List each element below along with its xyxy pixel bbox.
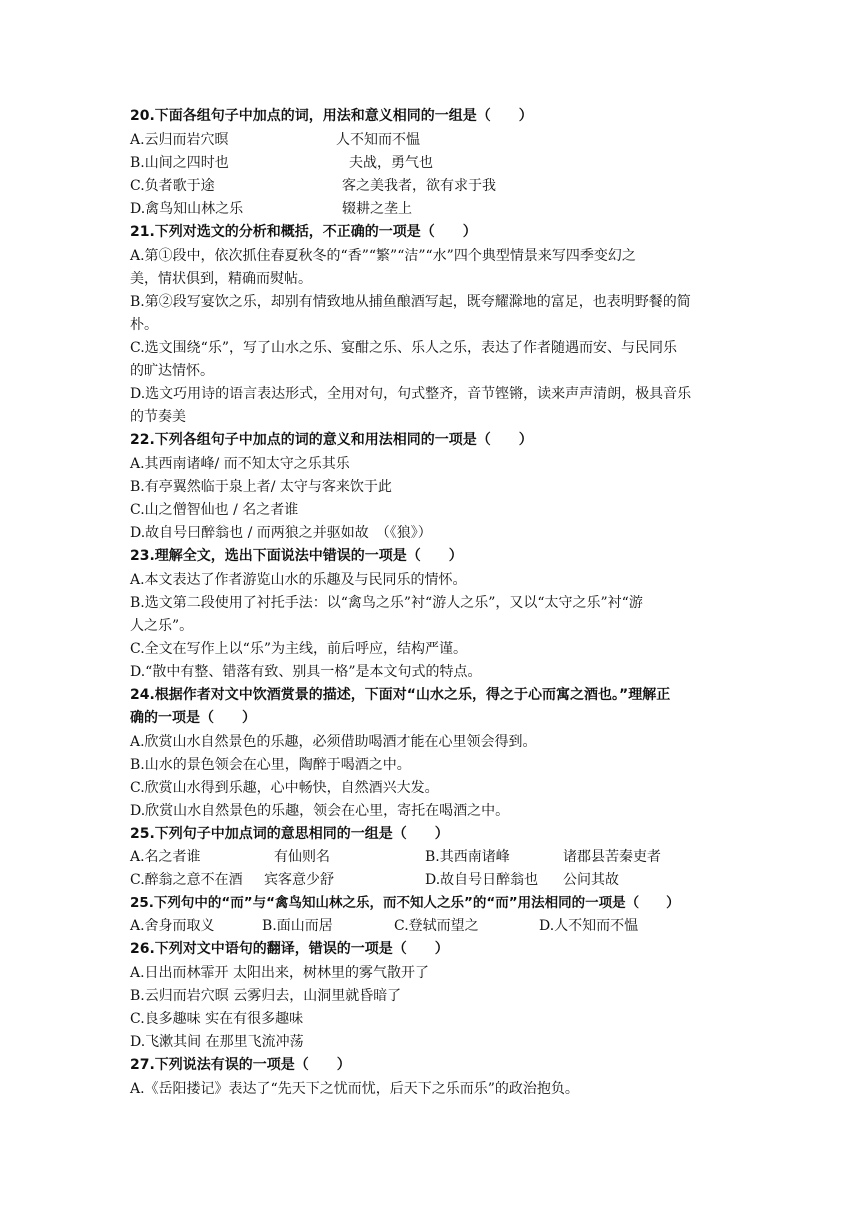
q21-option-c: C.选文围绕“乐”，写了山水之乐、宴酣之乐、乐人之乐，表达了作者随遇而安、与民同乐 <box>130 340 677 356</box>
q25a-option-a-pair: 有仙则名 <box>274 849 330 865</box>
q22-option-b: B.有亭翼然临于泉上者/ 太守与客来饮于此 <box>130 479 392 495</box>
q25a-option-c-pair: 宾客意少舒 <box>264 872 334 888</box>
q26-option-c: C.良多趣味 实在有很多趣味 <box>130 1011 304 1027</box>
q20-option-b: B.山间之四时也 <box>130 155 229 171</box>
q21-stem: 21.下列对选文的分析和概括，不正确的一项是（ ） <box>130 224 477 240</box>
q25a-option-d-pair: 公问其故 <box>563 872 619 888</box>
q23-stem: 23.理解全文，选出下面说法中错误的一项是（ ） <box>130 548 463 564</box>
q27-option-a: A.《岳阳搂记》表达了“先天下之忧而忧，后天下之乐而乐”的政治抱负。 <box>130 1081 579 1097</box>
q25a-option-d: D.故自号日醉翁也 <box>425 872 539 888</box>
q24-stem: 24.根据作者对文中饮酒赏景的描述，下面对“山水之乐，得之于心而寓之酒也。”理解正 <box>130 687 671 703</box>
q20-option-c-pair: 客之美我者，欲有求于我 <box>342 178 496 194</box>
q24-option-c: C.欣赏山水得到乐趣，心中畅快，自然酒兴大发。 <box>130 780 439 796</box>
q25b-option-c: C.登轼而望之 <box>394 918 479 934</box>
q24-option-b: B.山水的景色领会在心里，陶醉于喝酒之中。 <box>130 757 411 773</box>
q26-option-a: A.日出而林霏开 太阳出来，树林里的雾气散开了 <box>130 965 430 981</box>
q25b-option-a: A.舍身而取义 <box>130 918 215 934</box>
q25a-stem: 25.下列句子中加点词的意思相同的一组是（ ） <box>130 826 449 842</box>
q21-option-b: B.第②段写宴饮之乐，却别有情致地从捕鱼酿酒写起，既夸耀滁地的富足，也表明野餐的简 <box>130 294 691 310</box>
q25b-stem: 25.下列句中的“而”与“禽鸟知山林之乐，而不知人之乐”的“而”用法相同的一项是（ ） <box>130 895 680 911</box>
q20-option-c: C.负者歌于途 <box>130 178 215 194</box>
q27-stem: 27.下列说法有误的一项是（ ） <box>130 1057 351 1073</box>
q25b-option-b: B.面山而居 <box>262 918 333 934</box>
q24-option-d: D.欣赏山水自然景色的乐趣，领会在心里，寄托在喝酒之中。 <box>130 803 510 819</box>
q25b-option-d: D.人不知而不愠 <box>539 918 639 934</box>
q23-option-b: B.选文第二段使用了衬托手法：以“禽鸟之乐”衬“游人之乐”，又以“太守之乐”衬“游 <box>130 595 643 611</box>
q25a-option-c: C.醉翁之意不在酒 <box>130 872 243 888</box>
q20-option-a: A.云归而岩穴暝 <box>130 132 229 148</box>
q21-option-c-cont: 的旷达情怀。 <box>130 363 214 379</box>
q24-option-a: A.欣赏山水自然景色的乐趣，必须借助喝酒才能在心里领会得到。 <box>130 734 537 750</box>
q21-option-d: D.选文巧用诗的语言表达形式，全用对句，句式整齐，音节铿锵，读来声声清朗，极具音乐 <box>130 386 692 402</box>
q21-option-d-cont: 的节奏美 <box>130 409 186 425</box>
q23-option-b-cont: 人之乐”。 <box>130 618 194 634</box>
q26-option-b: B.云归而岩穴暝 云雾归去，山洞里就昏暗了 <box>130 988 402 1004</box>
q22-option-a: A.其西南诸峰/ 而不知太守之乐其乐 <box>130 456 350 472</box>
q23-option-d: D.“散中有整、错落有致、别具一格”是本文句式的特点。 <box>130 664 482 680</box>
q26-stem: 26.下列对文中语句的翻译，错误的一项是（ ） <box>130 941 449 957</box>
q20-option-a-pair: 人不知而不愠 <box>336 132 420 148</box>
q20-option-b-pair: 夫战，勇气也 <box>349 155 433 171</box>
q22-option-c: C.山之僧智仙也 / 名之者谁 <box>130 502 299 518</box>
q20-option-d-pair: 辍耕之垄上 <box>342 201 412 217</box>
q24-stem-cont: 确的一项是（ ） <box>130 710 256 726</box>
q25a-option-a: A.名之者谁 <box>130 849 201 865</box>
q26-option-d: D.飞漱其间 在那里飞流冲荡 <box>130 1034 304 1050</box>
q21-option-a: A.第①段中，依次抓住春夏秋冬的“香”“繁”“洁”“水”四个典型情景来写四季变幻之 <box>130 248 636 264</box>
q20-option-d: D.禽鸟知山林之乐 <box>130 201 244 217</box>
q20-stem: 20.下面各组句子中加点的词，用法和意义相同的一组是（ ） <box>130 108 533 124</box>
q22-option-d: D.故自号曰醉翁也 / 而两狼之并驱如故 （《狼》） <box>130 525 432 541</box>
q25a-option-b: B.其西南诸峰 <box>425 849 510 865</box>
q23-option-a: A.本文表达了作者游览山水的乐趣及与民同乐的情怀。 <box>130 572 467 588</box>
q25a-option-b-pair: 诸郡县苦秦吏者 <box>563 849 661 865</box>
q21-option-b-cont: 朴。 <box>130 317 158 333</box>
q22-stem: 22.下列各组句子中加点的词的意义和用法相同的一项是（ ） <box>130 432 533 448</box>
q21-option-a-cont: 美，情状俱到，精确而熨帖。 <box>130 271 312 287</box>
q23-option-c: C.全文在写作上以“乐”为主线，前后呼应，结构严谨。 <box>130 641 467 657</box>
